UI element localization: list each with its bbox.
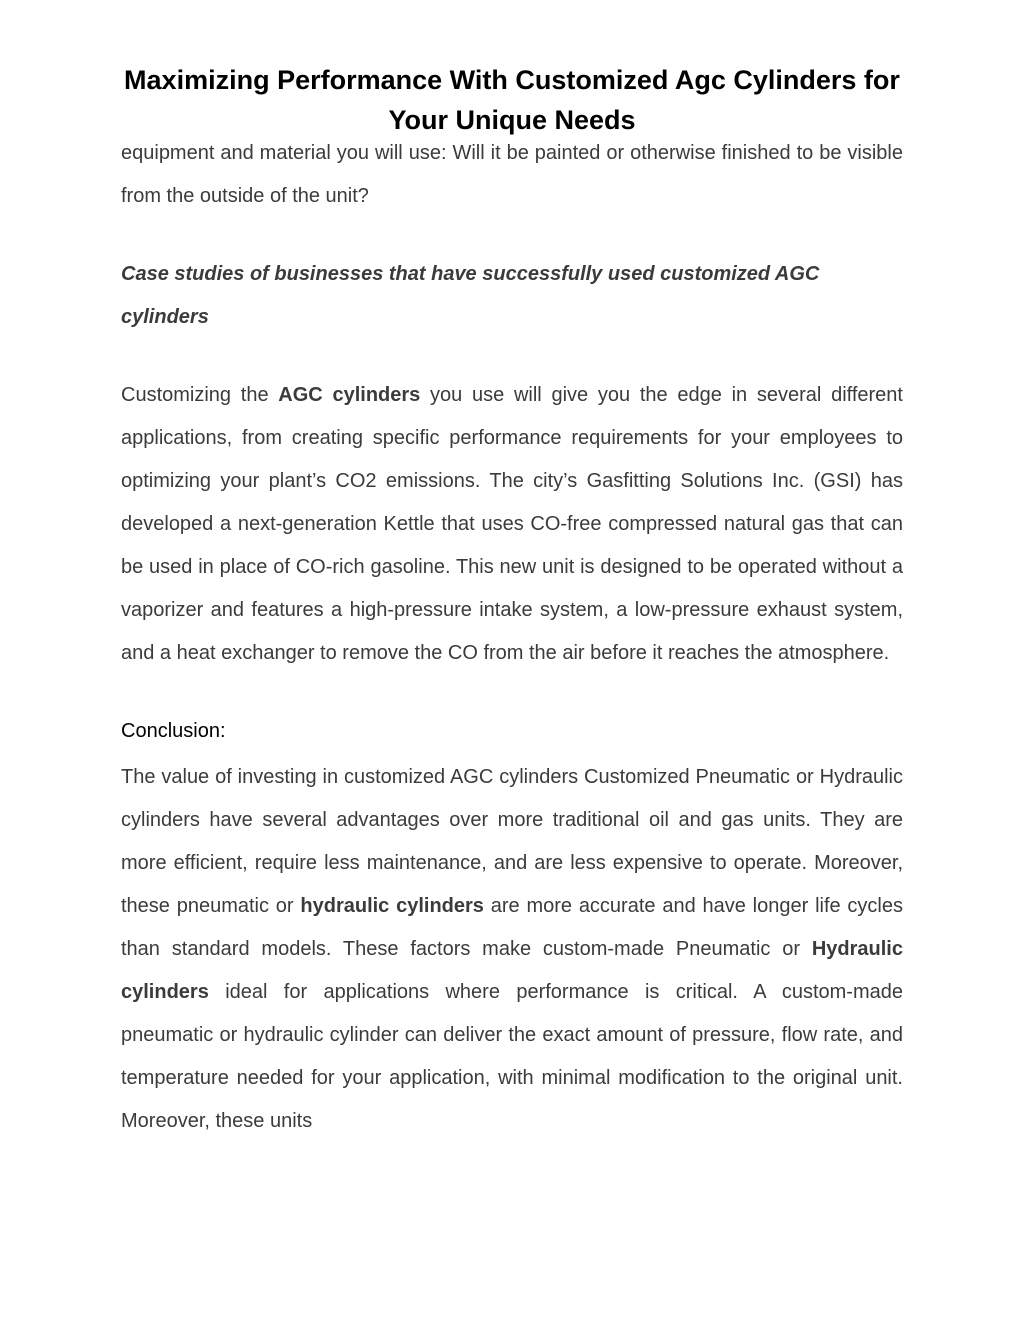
hydraulic-cylinders-bold-2: Hydraulic cylinders [121,938,903,1003]
customizing-text-start: Customizing the [121,384,279,406]
value-paragraph [121,756,903,1143]
customizing-text-rest: you use will give you the edge in several different applications, from creating specific performance requirements for your employees to optimizing your plant’s CO2 emissions. The city’s Gasfitting Solutions Inc. (GSI) has developed a next-generation Kettle that uses CO-free compressed natural gas that can be used in place of CO-rich gasoline. This new unit is designed to be operated without a vaporizer and features a high-pressure intake system, a low-pressure exhaust system, and a heat exchanger to remove the CO from the air before it reaches the atmosphere. [121,384,903,664]
customizing-paragraph [121,374,903,675]
document-body [121,132,903,1143]
value-text-middle: are more accurate and have longer life cycles than standard models. These factors make custom-made Pneumatic or [121,895,903,960]
hydraulic-cylinders-bold-1: hydraulic cylinders [300,895,484,917]
document-title: Maximizing Performance With Customized Agc Cylinders for Your Unique Needs [124,65,900,135]
conclusion-heading: Conclusion: [121,720,226,742]
intro-paragraph: equipment and material you will use: Will it be painted or otherwise finished to be visible from the outside of the unit? [121,142,903,207]
case-studies-heading: Case studies of businesses that have successfully used customized AGC cylinders [121,263,820,328]
agc-cylinders-bold: AGC cylinders [278,384,421,406]
value-text-end: ideal for applications where performance is critical. A custom-made pneumatic or hydraulic cylinder can deliver the exact amount of pressure, flow rate, and temperature needed for your application, with minimal modification to the original unit. Moreover, these units [121,981,903,1132]
value-text-start: The value of investing in customized AGC cylinders Customized Pneumatic or Hydraulic cylinders have several advantages over more traditional oil and gas units. They are more efficient, require less maintenance, and are less expensive to operate. Moreover, these pneumatic or [121,766,903,917]
